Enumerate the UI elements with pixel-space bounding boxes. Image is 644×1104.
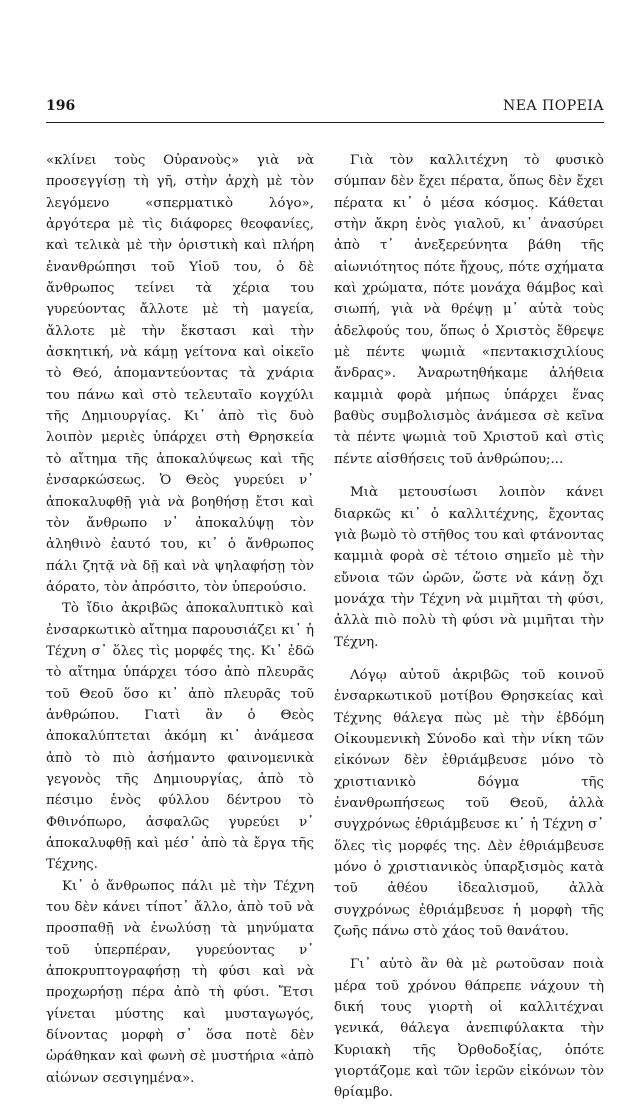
journal-title: ΝΕΑ ΠΟΡΕΙΑ — [503, 98, 604, 114]
right-paragraph-2: Μιὰ μετουσίωσι λοιπὸν κάνει διαρκῶς κι᾿ ὁ καλλιτέχνης, ἔχοντας γιὰ βωμὸ τὸ στῆθος του καὶ φτάνοντας καμμιὰ φορὰ σὲ τέτοιο σημεῖο μὲ τὴν εὔνοια τῶν ὡρῶν, ὥστε νὰ κάνῃ ὄχι μονάχα τὴν Τέχνη νὰ μιμῆται τὴ φύσι, ἀλλὰ πιὸ πολὺ τὴ φύσι νὰ μιμῆται τὴν Τέχνη. — [334, 485, 604, 650]
left-column — [46, 150, 314, 1089]
left-paragraph-1: «κλίνει τοὺς Οὐρανοὺς» γιὰ νὰ προσεγγίσῃ τὴ γῆ, στὴν ἀρχὴ μὲ τὸν λεγόμενο «σπερματικὸ λόγο», ἀργότερα μὲ τὶς διάφορες θεοφανίες, καὶ τελικὰ μὲ τὴν ὁριστικὴ καὶ πλήρη ἐνανθρώπησι τοῦ Υἱοῦ του, ὁ δὲ ἄνθρωπος τείνει τὰ χέρια του γυρεύοντας ἄλλοτε μὲ τὴ μαγεία, ἄλλοτε μὲ τὴν ἔκστασι καὶ τὴν ἀσκητική, νὰ κάμῃ γείτονα καὶ οἰκεῖο τὸ Θεό, ἀπομαντεύοντας τὰ χνάρια του πάνω καὶ στὸ τελευταῖο κογχύλι τῆς Δημιουργίας. Κι᾿ ἀπὸ τὶς δυὸ λοιπὸν μεριὲς ὑπάρχει στὴ Θρησκεία τὸ αἴτημα τῆς ἀποκαλύψεως καὶ τῆς ἐνσαρκώσεως. Ὁ Θεὸς γυρεύει ν᾿ ἀποκαλυφθῇ γιὰ νὰ βοηθήσῃ ἔτσι καὶ τὸν ἄνθρωπο ν᾿ ἀποκαλύψῃ τὸν ἀληθινὸ ἑαυτό του, κι᾿ ὁ ἄνθρωπος πάλι ζητᾷ νὰ δῇ καὶ νὰ ψηλαφήσῃ τὸν ἀόρατο, τὸν ἀπρόσιτο, τὸν ὑπερούσιο. — [46, 153, 314, 595]
page-number: 196 — [46, 98, 76, 114]
right-paragraph-3: Λόγῳ αὐτοῦ ἀκριβῶς τοῦ κοινοῦ ἐνσαρκωτικοῦ μοτίβου Θρησκείας καὶ Τέχνης θάλεγα πὼς μὲ τὴν ἑβδόμη Οἰκουμενικὴ Σύνοδο καὶ τὴν νίκη τῶν εἰκόνων δὲν ἐθριάμβευσε μόνο τὸ χριστιανικὸ δόγμα τῆς ἐνανθρωπήσεως τοῦ Θεοῦ, ἀλλὰ συγχρόνως ἐθριάμβευσε κι᾿ ἡ Τέχνη σ᾿ ὅλες τὶς μορφές της. Δὲν ἐθριάμβευσε μόνο ὁ χριστιανικὸς ὑπαρξισμὸς κατὰ τοῦ ἀθέου ἰδεαλισμοῦ, ἀλλὰ συγχρόνως ἐθριάμβευσε ἡ μορφὴ τῆς ζωῆς πάνω στὸ χάος τοῦ θανάτου. — [334, 667, 604, 940]
running-head — [46, 96, 604, 123]
right-paragraph-4: Γι᾿ αὐτὸ ἂν θὰ μὲ ρωτοῦσαν ποιὰ μέρα τοῦ χρόνου θάπρεπε νάχουν τὴ δική τους γιορτὴ οἱ καλλιτέχναι γενικά, θάλεγα ἀνεπιφύλακτα τὴν Κυριακὴ τῆς Ὀρθοδοξίας, ὁπότε γιορτάζομε καὶ τῶν ἱερῶν εἰκόνων τὸν θρίαμβο. — [334, 957, 604, 1101]
right-column — [334, 150, 604, 1104]
right-paragraph-1: Γιὰ τὸν καλλιτέχνη τὸ φυσικὸ σύμπαν δὲν ἔχει πέρατα, ὅπως δὲν ἔχει πέρατα κι᾿ ὁ μέσα κόσμος. Κάθεται στὴν ἄκρη ἑνὸς γιαλοῦ, κι᾿ ἀνασύρει ἀπὸ τ᾿ ἀνεξερεύνητα βάθη τῆς αἰωνιότητος πότε ἤχους, πότε σχήματα καὶ χρώματα, πότε μονάχα θάμβος καὶ σιωπή, γιὰ νὰ θρέψῃ μ᾿ αὐτὰ τοὺς ἀδελφούς του, ὅπως ὁ Χριστὸς ἔθρεψε μὲ πέντε ψωμιὰ «πεντακισχιλίους ἄνδρας». Ἀναρωτηθήκαμε ἀλήθεια καμμιὰ φορὰ μήπως ὑπάρχει ἕνας βαθὺς συμβολισμὸς ἀνάμεσα σὲ κεῖνα τὰ πέντε ψωμιὰ τοῦ Χριστοῦ καὶ στὶς πέντε αἰσθήσεις τοῦ ἀνθρώπου;... — [334, 153, 604, 467]
left-paragraph-3: Κι᾿ ὁ ἄνθρωπος πάλι μὲ τὴν Τέχνη του δὲν κάνει τίποτ᾿ ἄλλο, ἀπὸ τοῦ νὰ προσπαθῇ νὰ ἐνωλύσῃ τὰ μηνύματα τοῦ ὑπερπέραν, γυρεύοντας ν᾿ ἀποκρυπτογραφήσῃ τὴ φύσι καὶ νὰ προχωρήσῃ πέρα ἀπὸ τὴ φύσι. Ἔτσι γίνεται μύστης καὶ μυσταγωγός, δίνοντας μορφὴ σ᾿ ὅσα ποτὲ δὲν ὡράθηκαν καὶ φωνὴ σὲ μυστήρια «ἀπὸ αἰώνων σεσιγημένα». — [46, 878, 314, 1086]
left-paragraph-2: Τὸ ἴδιο ἀκριβῶς ἀποκαλυπτικὸ καὶ ἐνσαρκωτικὸ αἴτημα παρουσιάζει κι᾿ ἡ Τέχνη σ᾿ ὅλες τὶς μορφές της. Κι᾿ ἐδῶ τὸ αἴτημα ὑπάρχει τόσο ἀπὸ πλευρᾶς τοῦ Θεοῦ ὅσο κι᾿ ἀπὸ πλευρᾶς τοῦ ἀνθρώπου. Γιατὶ ἂν ὁ Θεὸς ἀποκαλύπτεται ἀκόμη κι᾿ ἀνάμεσα ἀπὸ τὸ πιὸ ἀσήμαντο φαινομενικὰ γεγονὸς τῆς Δημιουργίας, ἀπὸ τὸ πέσιμο ἑνὸς φύλλου δέντρου τὸ Φθινόπωρο, ἀσφαλῶς γυρεύει ν᾿ ἀποκαλυφθῇ καὶ μέσ᾿ ἀπὸ τὰ ἔργα τῆς Τέχνης. — [46, 601, 314, 873]
